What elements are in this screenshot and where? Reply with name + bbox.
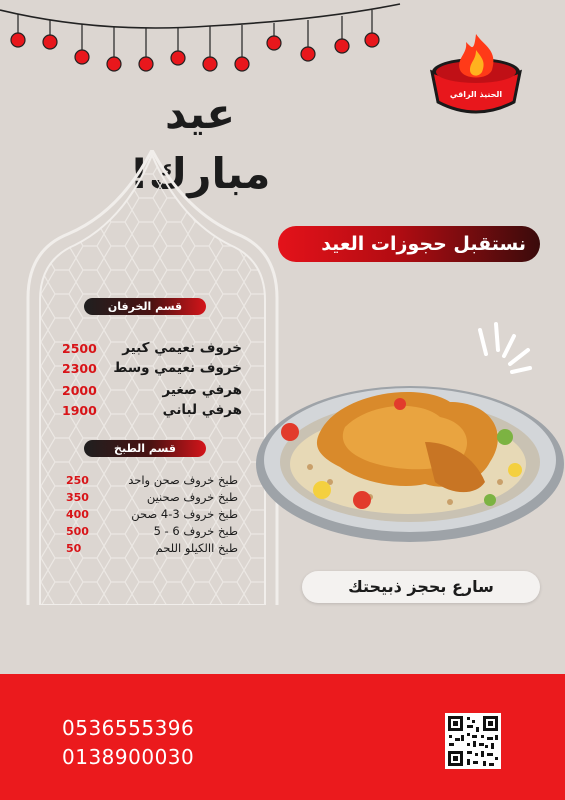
item-price: 500 xyxy=(66,524,89,538)
menu-item xyxy=(66,489,238,505)
cta-banner: سارع بحجز ذبيحتك xyxy=(302,571,540,603)
item-name: خروف نعيمي وسط xyxy=(113,360,242,376)
item-name: طبخ خروف 3-4 صحن xyxy=(131,507,238,521)
item-price: 400 xyxy=(66,507,89,521)
menu-item xyxy=(62,358,242,378)
item-name: هرفي صغير xyxy=(162,382,242,398)
section-title-lambs: قسم الخرفان xyxy=(84,298,206,315)
item-name: طبخ خروف صحنين xyxy=(146,490,238,504)
reservations-banner: نستقبل حجوزات العيد xyxy=(278,226,540,262)
item-price: 1900 xyxy=(62,402,97,418)
menu-item xyxy=(66,472,238,488)
item-name: طبخ خروف 6 - 5 xyxy=(153,524,238,538)
item-price: 2000 xyxy=(62,382,97,398)
phone-number[interactable]: 0536555396 xyxy=(62,716,195,740)
sparkle-lines-icon xyxy=(472,320,534,376)
item-name: طبخ االكيلو اللحم xyxy=(155,541,238,555)
brand-logo xyxy=(428,30,524,116)
item-price: 350 xyxy=(66,490,89,504)
mandi-dish-image xyxy=(250,372,565,547)
item-price: 50 xyxy=(66,541,82,555)
item-price: 2300 xyxy=(62,360,97,376)
menu-item xyxy=(66,506,238,522)
item-price: 250 xyxy=(66,473,89,487)
menu-item xyxy=(66,540,238,556)
item-name: طبخ خروف صحن واحد xyxy=(128,473,238,487)
qr-code-icon[interactable] xyxy=(445,713,501,769)
garland-lights-icon xyxy=(0,0,410,80)
phone-number[interactable]: 0138900030 xyxy=(62,745,195,769)
section-title-cooking: قسم الطبخ xyxy=(84,440,206,457)
item-name: خروف نعيمي كبير xyxy=(122,340,242,356)
eid-greeting: عيد مبارك! xyxy=(129,89,271,198)
flame-logo-icon xyxy=(428,30,524,116)
logo-text: الحنيذ الراقي xyxy=(449,90,503,99)
menu-item xyxy=(66,523,238,539)
menu-item xyxy=(62,380,242,400)
menu-item xyxy=(62,400,242,420)
menu-item xyxy=(62,338,242,358)
item-name: هرفي لباني xyxy=(162,402,242,418)
item-price: 2500 xyxy=(62,340,97,356)
